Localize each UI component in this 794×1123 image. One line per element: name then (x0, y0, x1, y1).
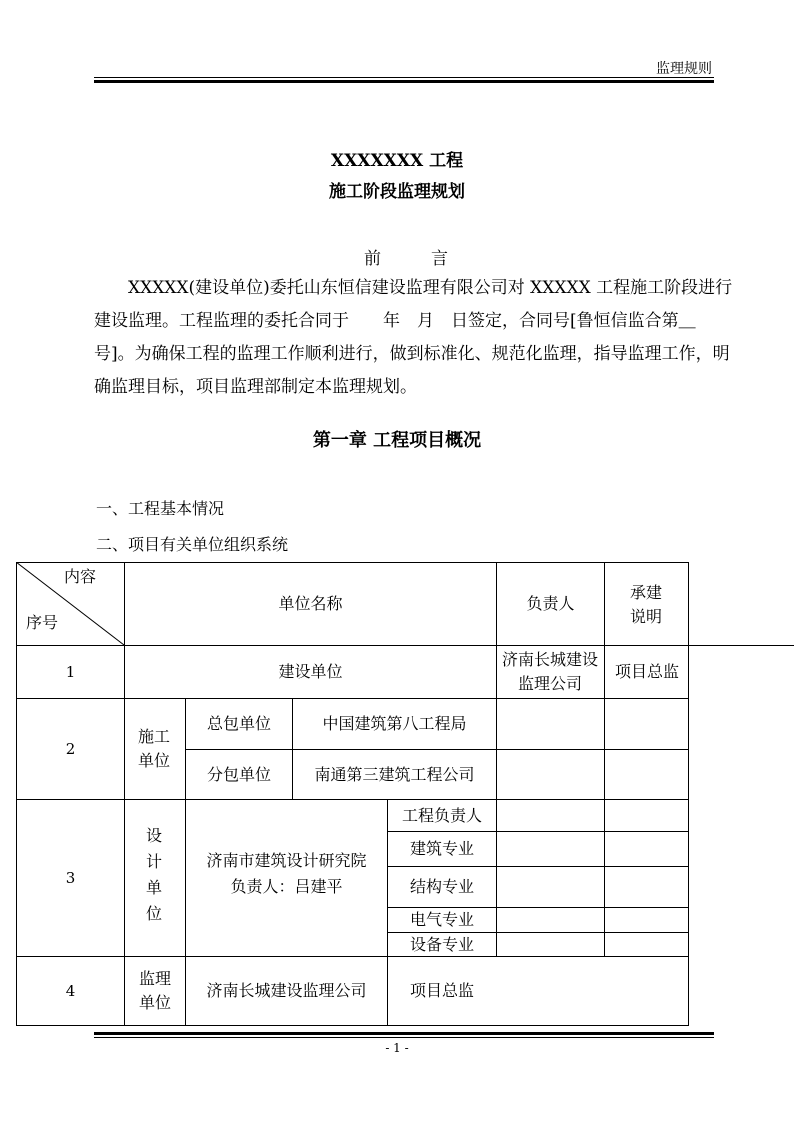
row4-number: 4 (65, 982, 76, 1000)
header-responsible: 负责人 (526, 594, 575, 613)
header-content-label: 内容 (63, 567, 96, 586)
section-heading-1: 一、工程基本情况 (96, 499, 225, 518)
row4-group: 监理单位 (138, 969, 171, 1012)
preface-heading: 前 言 (364, 249, 448, 269)
row3-role-2: 建筑专业 (409, 839, 474, 858)
row1-number: 1 (65, 663, 76, 681)
document-title: 施工阶段监理规划 (329, 182, 465, 202)
row3-leader: 负责人：吕建平 (230, 877, 343, 896)
running-header: 监理规则 (656, 61, 712, 77)
row3-role-3: 结构专业 (409, 877, 474, 896)
row3-design-institute: 济南市建筑设计研究院 (206, 851, 367, 870)
row4-name: 济南长城建设监理公司 (206, 981, 367, 1000)
header-remark: 承建说明 (629, 583, 662, 626)
page-number: - 1 - (385, 1041, 409, 1055)
header-seq-label: 序号 (25, 613, 58, 632)
header-rule-thick (94, 80, 714, 83)
row3-role-1: 工程负责人 (401, 805, 482, 825)
row4-role: 项目总监 (409, 981, 474, 1000)
row2-sub1-name: 中国建筑第八工程局 (322, 714, 467, 733)
row2-number: 2 (65, 740, 76, 758)
project-title: XXXXXXX 工程 (330, 151, 464, 171)
chapter-title: 第一章 工程项目概况 (312, 430, 482, 451)
row1-responsible: 济南长城建设监理公司 (501, 650, 598, 693)
row3-number: 3 (65, 869, 76, 887)
row2-sub1-type: 总包单位 (206, 714, 271, 733)
footer-rule-thin (94, 1037, 714, 1038)
row1-remark: 项目总监 (614, 662, 679, 681)
footer-rule-thick (94, 1032, 714, 1035)
row3-role-4: 电气专业 (409, 910, 474, 929)
header-unit-name: 单位名称 (278, 594, 343, 613)
preface-paragraph: XXXXX(建设单位)委托山东恒信建设监理有限公司对 XXXXX 工程施工阶段进行建设监理。工程监理的委托合同于 年 月 日签定，合同号[鲁恒信监合第＿号]。为确保工程的监理工作顺利进行，做到标准化、规范化监理，指导监理工作，明确监理目标，项目监理部制定本监理规划。 (94, 278, 733, 397)
row3-role-5: 设备专业 (409, 934, 474, 954)
row2-group: 施工单位 (137, 727, 170, 770)
section-heading-2: 二、项目有关单位组织系统 (96, 535, 289, 554)
header-rule-thin (94, 77, 714, 78)
row3-group: 设计单位 (145, 826, 162, 923)
row2-sub2-type: 分包单位 (206, 764, 271, 784)
row1-unit: 建设单位 (278, 662, 343, 681)
row2-sub2-name: 南通第三建筑工程公司 (314, 764, 475, 784)
